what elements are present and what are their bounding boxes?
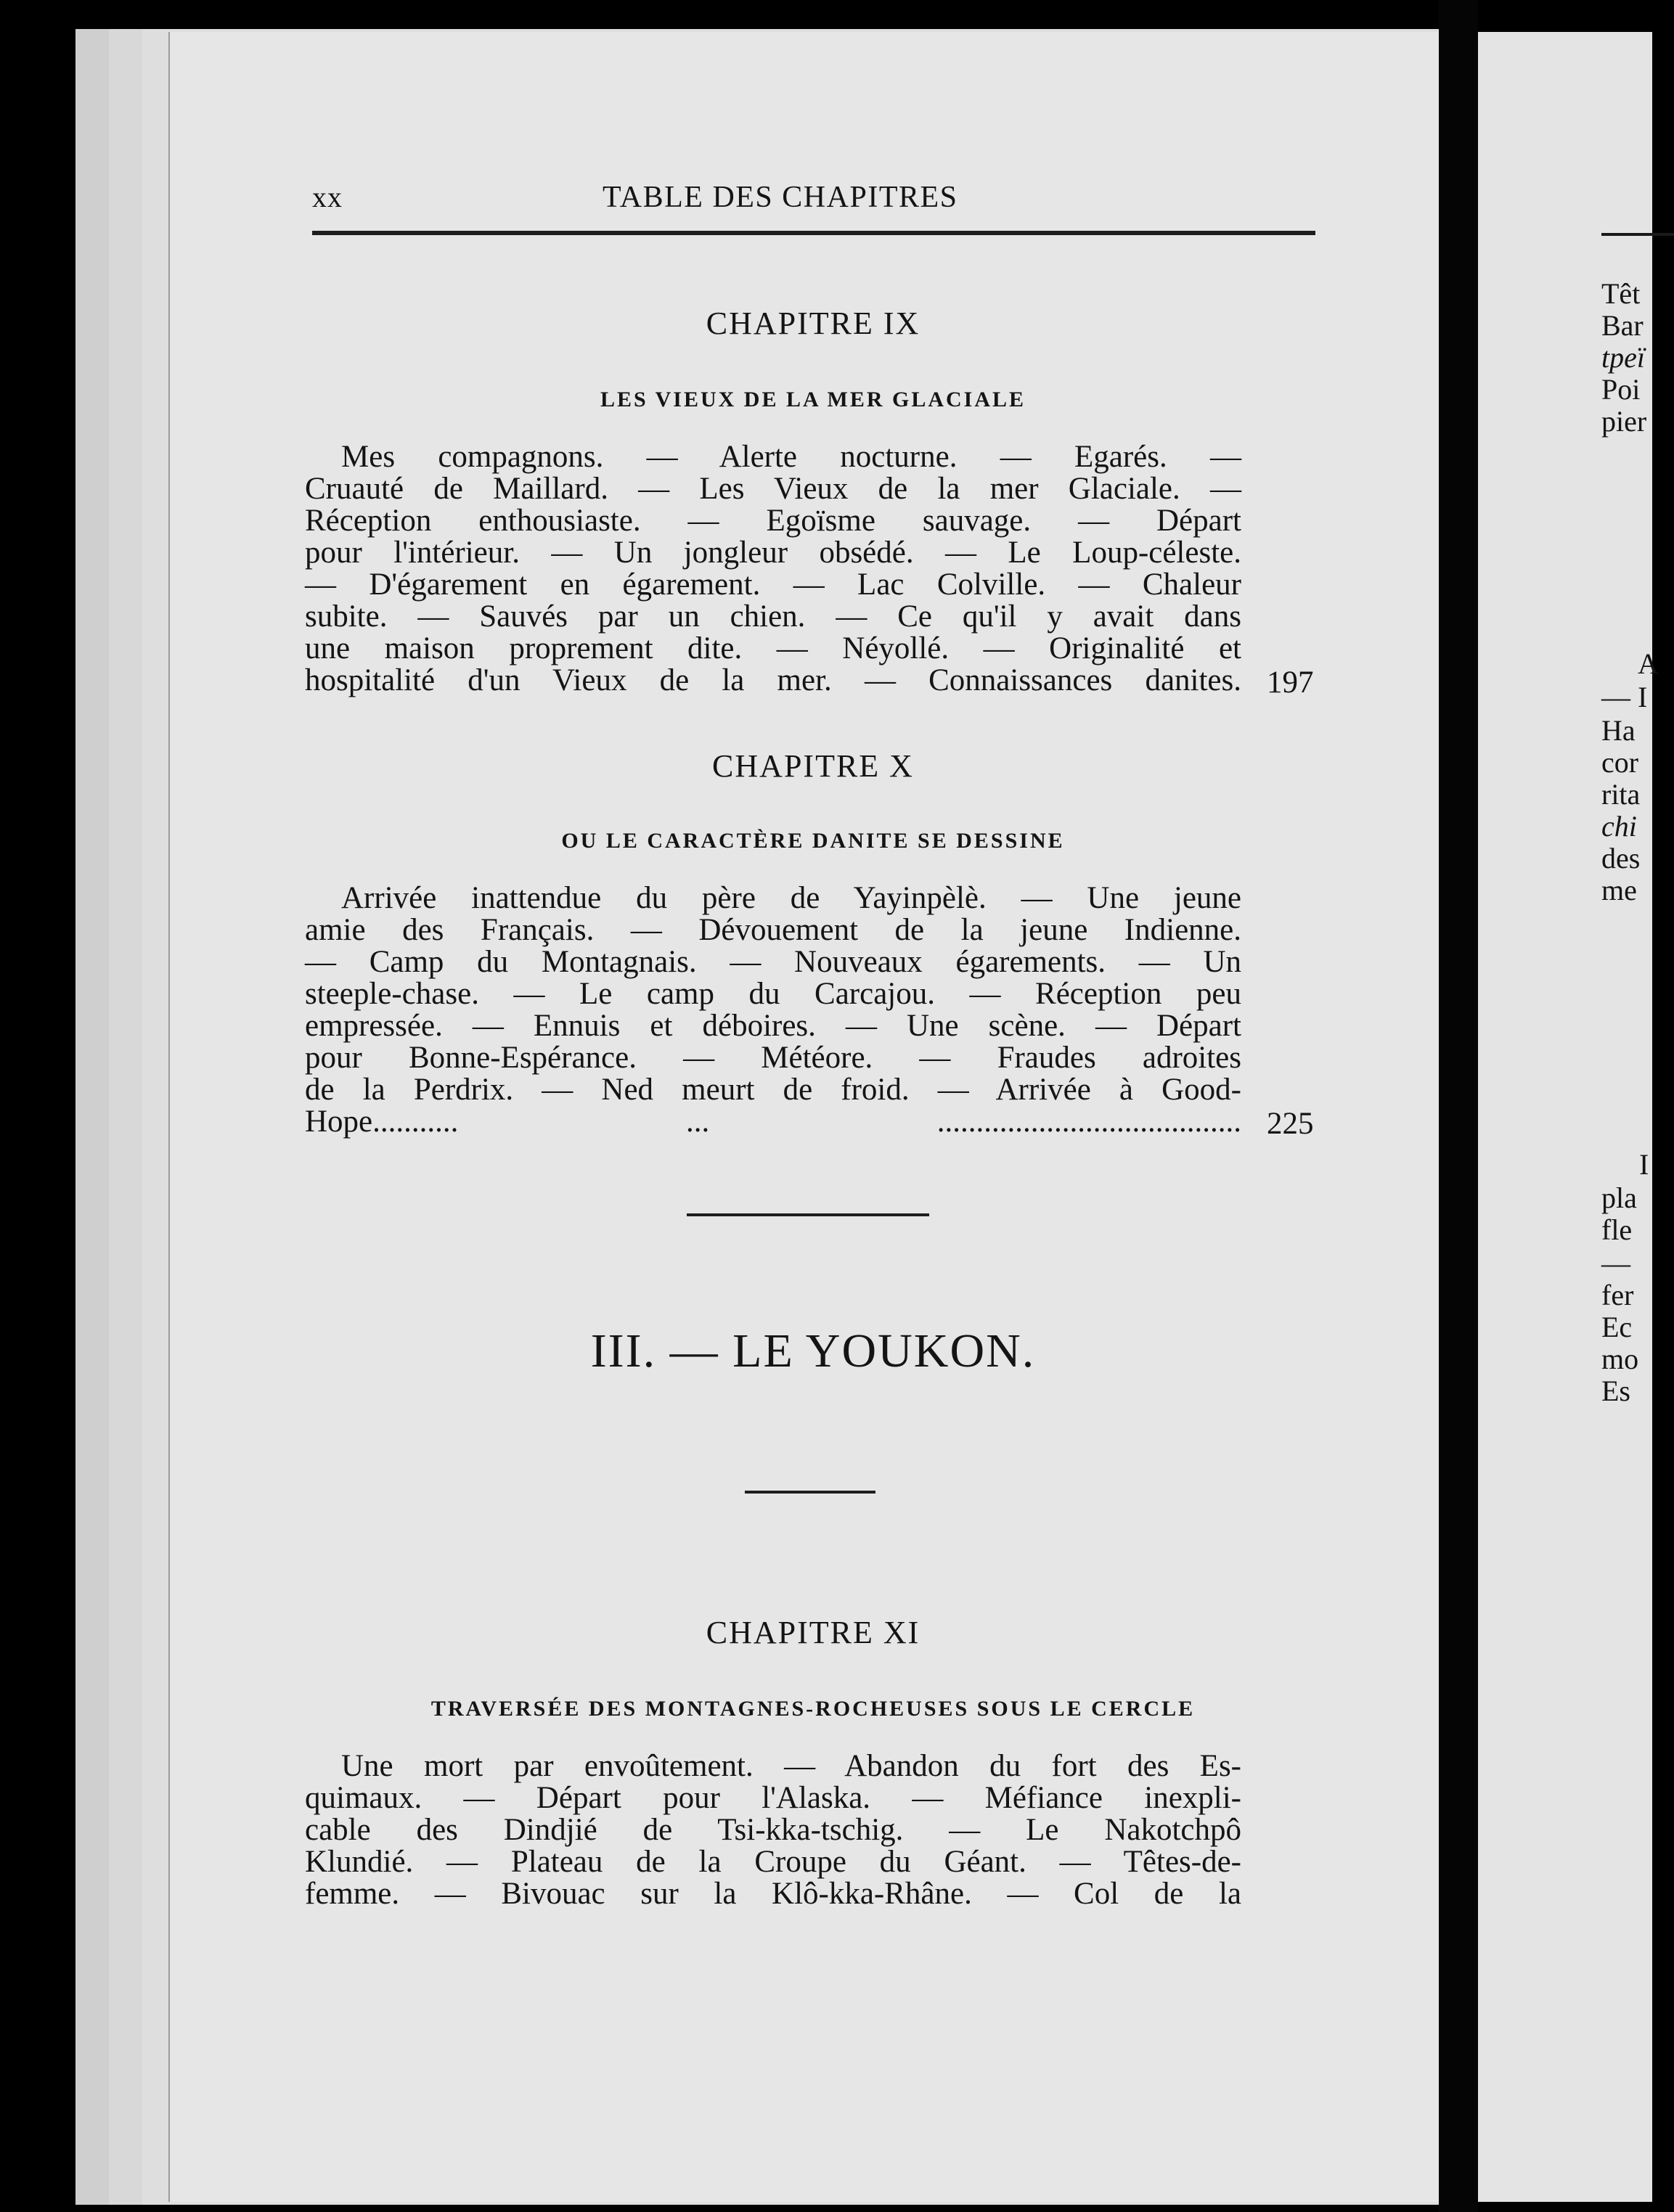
chapter-xi-summary (305, 1750, 1241, 1910)
running-head (312, 180, 1314, 224)
summary-line: steeple-chase. — Le camp du Carcajou. — Réception peu (305, 977, 1241, 1011)
facing-page-fragment: Têt (1601, 277, 1641, 310)
summary-line: Klundié. — Plateau de la Croupe du Géant. — Têtes-de- (305, 1845, 1241, 1879)
chapter-x-summary (305, 882, 1241, 1138)
book-gutter (1439, 0, 1478, 2212)
chapter-ix-subtitle: LES VIEUX DE LA MER GLACIALE (600, 388, 1026, 411)
summary-line: femme. — Bivouac sur la Klô-kka-Rhâne. — Col de la (305, 1877, 1241, 1911)
summary-line: Arrivée inattendue du père de Yayinpèlè. — Une jeune (341, 881, 1241, 915)
facing-page-fragment: Ha (1601, 714, 1636, 747)
chapter-xi-subtitle: TRAVERSÉE DES MONTAGNES-ROCHEUSES SOUS LE CERCLE (430, 1697, 1196, 1721)
facing-page-fragment: Poi (1601, 373, 1641, 406)
chapter-xi-heading: CHAPITRE XI (706, 1615, 920, 1650)
summary-line: pour Bonne-Espérance. — Météore. — Fraudes adroites (305, 1041, 1241, 1075)
facing-page-fragment: fer (1601, 1279, 1634, 1311)
summary-line: — D'égarement en égarement. — Lac Colville. — Chaleur (305, 568, 1241, 602)
summary-line: Mes compagnons. — Alerte nocturne. — Egarés. — (341, 440, 1241, 474)
summary-line: empressée. — Ennuis et déboires. — Une scène. — Départ (305, 1009, 1241, 1043)
facing-page-fragment: I (1639, 1148, 1649, 1181)
summary-line: Réception enthousiaste. — Egoïsme sauvage. — Départ (305, 504, 1241, 538)
facing-page-fragment: chi (1601, 810, 1637, 843)
facing-page-fragment: Es (1601, 1375, 1630, 1407)
facing-page-fragment: pla (1601, 1181, 1637, 1214)
part-iii-title: III. — LE YOUKON. (590, 1324, 1036, 1377)
facing-page-fragment: me (1601, 874, 1637, 906)
facing-page-fragment: cor (1601, 746, 1639, 779)
section-divider (745, 1491, 875, 1494)
summary-line: Une mort par envoûtement. — Abandon du fort des Es- (341, 1749, 1241, 1783)
facing-page-fragment: tpeï (1601, 341, 1645, 374)
chapter-x-heading: CHAPITRE X (712, 748, 914, 784)
facing-page (1478, 32, 1659, 2202)
facing-page-fragment: des (1601, 842, 1641, 874)
facing-page-fragment: Bar (1601, 309, 1644, 342)
chapter-ix-page-number: 197 (1267, 665, 1314, 700)
page-folio: xx (312, 181, 343, 213)
chapter-x-subtitle: OU LE CARACTÈRE DANITE SE DESSINE (561, 829, 1065, 853)
running-title: TABLE DES CHAPITRES (603, 181, 958, 214)
summary-line: hospitalité d'un Vieux de la mer. — Connaissances danites. (305, 663, 1241, 697)
facing-page-fragment: — (1601, 1247, 1630, 1279)
summary-line: subite. — Sauvés par un chien. — Ce qu'il y avait dans (305, 599, 1241, 634)
header-rule (312, 231, 1315, 235)
summary-line: Hope........... ... ....................................... (305, 1105, 1241, 1139)
summary-line: quimaux. — Départ pour l'Alaska. — Méfiance inexpli- (305, 1781, 1241, 1815)
facing-page-fragment: pier (1601, 405, 1647, 438)
facing-page-fragment: fle (1601, 1213, 1633, 1246)
summary-line: cable des Dindjié de Tsi-kka-tschig. — Le Nakotchpô (305, 1813, 1241, 1847)
summary-line: une maison proprement dite. — Néyollé. — Originalité et (305, 631, 1241, 665)
chapter-x-page-number: 225 (1267, 1107, 1314, 1141)
summary-line: — Camp du Montagnais. — Nouveaux égarements. — Un (305, 945, 1241, 979)
chapter-ix-summary (305, 441, 1241, 697)
facing-page-fragment: — I (1601, 681, 1648, 713)
facing-page-rule (1601, 233, 1674, 236)
summary-line: pour l'intérieur. — Un jongleur obsédé. — Le Loup-céleste. (305, 536, 1241, 570)
chapter-ix-heading: CHAPITRE IX (706, 306, 920, 341)
facing-page-fragment: Ec (1601, 1311, 1633, 1343)
summary-line: de la Perdrix. — Ned meurt de froid. — Arrivée à Good- (305, 1073, 1241, 1107)
facing-page-fragment: A (1638, 647, 1659, 680)
facing-page-fragment: mo (1601, 1343, 1639, 1375)
facing-page-fragment: rita (1601, 778, 1641, 811)
summary-line: amie des Français. — Dévouement de la jeune Indienne. (305, 913, 1241, 947)
section-divider (687, 1213, 929, 1216)
summary-line: Cruauté de Maillard. — Les Vieux de la mer Glaciale. — (305, 472, 1241, 506)
